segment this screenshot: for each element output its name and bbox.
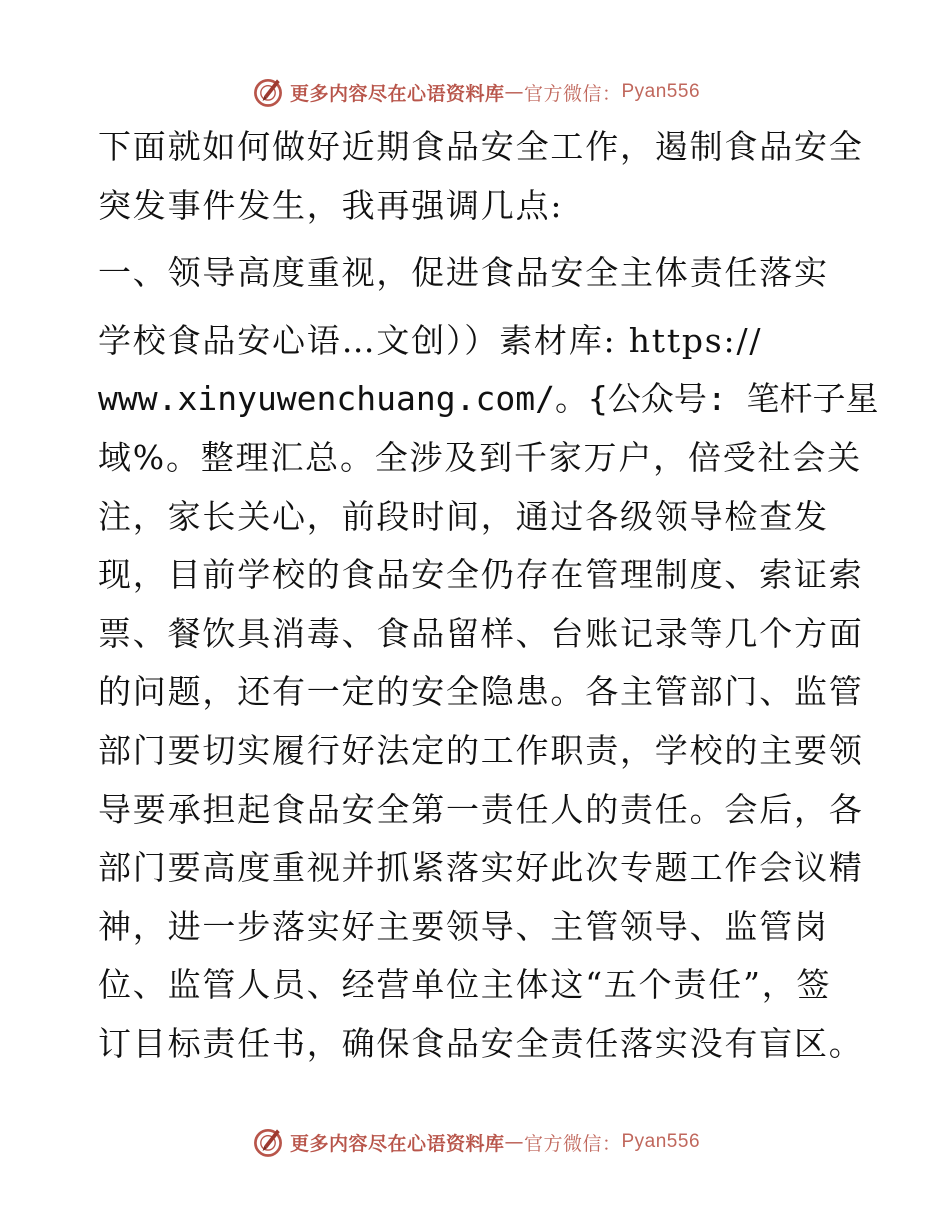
document-body [98,118,879,1074]
watermark-wechat-label: 官方微信： [523,1132,622,1155]
body-line: 订目标责任书，确保食品安全责任落实没有盲区。 [98,1023,864,1063]
body-line: 位、监管人员、经营单位主体这“五个责任”，签 [98,965,832,1005]
body-line: 神，进一步落实好主要领导、主管领导、监管岗 [98,906,829,946]
watermark-wechat-id: Pyan556 [621,1131,701,1152]
body-line: 部门要切实履行好法定的工作职责，学校的主要领 [98,730,864,770]
section-heading: 一、领导高度重视，促进食品安全主体责任落实 [98,253,829,293]
body-line: 部门要高度重视并抓紧落实好此次专题工作会议精 [98,848,864,888]
quill-pen-logo-icon [250,1124,286,1160]
watermark-wechat-label: 官方微信： [523,82,622,105]
body-line: 导要承担起食品安全第一责任人的责任。会后，各 [98,789,864,829]
body-line: 的问题，还有一定的安全隐患。各主管部门、监管 [98,672,864,712]
footer-watermark [0,1124,950,1160]
body-line: 突发事件发生，我再强调几点: [98,185,564,225]
header-watermark [0,74,950,110]
body-line: 下面就如何做好近期食品安全工作，遏制食品安全 [98,127,864,166]
body-line: www.xinyuwenchuang.com/。{公众号: 笔杆子星 [98,379,879,419]
quill-pen-logo-icon [250,74,286,110]
watermark-dash: — [504,81,524,103]
watermark-brand: 更多内容尽在心语资料库 [289,1132,505,1155]
body-line: 学校食品安心语…文创））素材库: https:// [98,320,763,360]
watermark-dash: — [504,1131,524,1153]
watermark-wechat-id: Pyan556 [621,81,701,102]
body-line: 票、餐饮具消毒、食品留样、台账记录等几个方面 [98,613,864,653]
body-line: 注，家长关心，前段时间，通过各级领导检查发 [98,496,829,536]
watermark-brand: 更多内容尽在心语资料库 [289,82,505,105]
body-line: 现，目前学校的食品安全仍存在管理制度、索证索 [98,555,864,595]
body-line: 域%。整理汇总。全涉及到千家万户，倍受社会关 [98,437,862,477]
